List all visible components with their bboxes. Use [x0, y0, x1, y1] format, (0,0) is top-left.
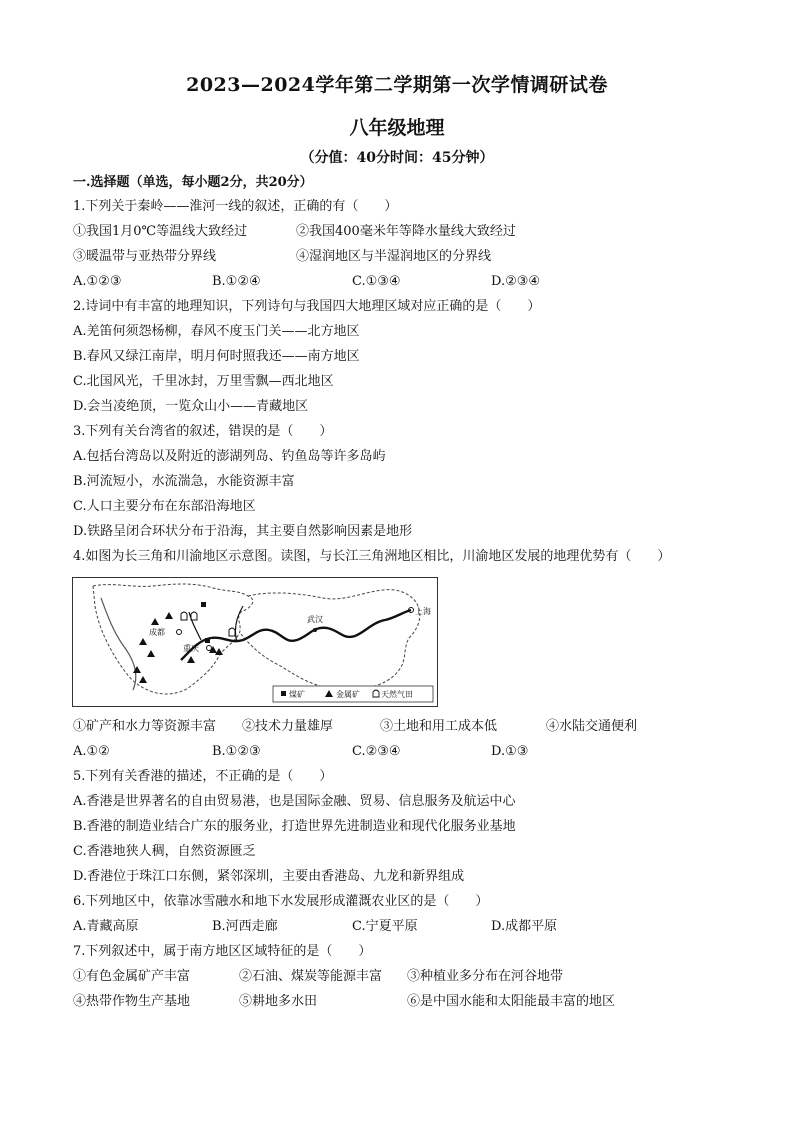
- q6-option-d: D.成都平原: [491, 919, 558, 934]
- question-2-stem: 2.诗词中有丰富的地理知识，下列诗句与我国四大地理区域对应正确的是（ ）: [73, 299, 541, 314]
- map-drawing: [73, 578, 437, 706]
- gas-field-symbol: [229, 628, 235, 636]
- wuhan-marker: [313, 628, 317, 632]
- metal-mine-symbol: [209, 646, 217, 653]
- q2-option-d: D.会当凌绝顶，一览众山小——青藏地区: [73, 399, 309, 414]
- q1-option-a: A.①②③: [73, 274, 122, 289]
- metal-mine-symbol: [151, 618, 159, 625]
- q3-option-c: C.人口主要分布在东部沿海地区: [73, 499, 256, 514]
- q4-option-c: C.②③④: [352, 744, 401, 759]
- q4-item-1: ①矿产和水力等资源丰富: [73, 719, 217, 734]
- q7-item-1: ①有色金属矿产丰富: [73, 969, 191, 984]
- q5-option-c: C.香港地狭人稠，自然资源匮乏: [73, 844, 256, 859]
- q6-option-c: C.宁夏平原: [352, 919, 418, 934]
- q4-item-4: ④水陆交通便利: [546, 719, 638, 734]
- q7-item-5: ⑤耕地多水田: [239, 994, 318, 1009]
- map-label-wuhan: 武汉: [307, 615, 323, 624]
- metal-mine-symbol: [139, 676, 147, 683]
- q1-option-c: C.①③④: [352, 274, 401, 289]
- q1-option-d: D.②③④: [491, 274, 541, 289]
- q5-option-d: D.香港位于珠江口东侧，紧邻深圳，主要由香港岛、九龙和新界组成: [73, 869, 465, 884]
- gas-field-symbol: [181, 612, 187, 620]
- metal-mine-symbol: [187, 656, 195, 663]
- q7-item-4: ④热带作物生产基地: [73, 994, 191, 1009]
- map-label-chengdu: 成都: [149, 628, 165, 637]
- q4-option-a: A.①②: [73, 744, 110, 759]
- exam-title: 2023—2024学年第二学期第一次学情调研试卷: [186, 74, 608, 96]
- q7-item-6: ⑥是中国水能和太阳能最丰富的地区: [407, 994, 616, 1009]
- question-4-stem: 4.如图为长三角和川渝地区示意图。读图，与长江三角洲地区相比，川渝地区发展的地理优势有（ ）: [73, 549, 671, 564]
- q1-item-1: ①我国1月0℃等温线大致经过: [73, 224, 248, 239]
- coal-mine-symbol: [201, 602, 206, 607]
- q1-item-4: ④湿润地区与半湿润地区的分界线: [296, 249, 492, 264]
- question-7-stem: 7.下列叙述中，属于南方地区区域特征的是（ ）: [73, 944, 372, 959]
- q4-option-b: B.①②③: [212, 744, 261, 759]
- question-1-stem: 1.下列关于秦岭——淮河一线的叙述，正确的有（ ）: [73, 199, 398, 214]
- q6-option-a: A.青藏高原: [73, 919, 139, 934]
- q6-option-b: B.河西走廊: [212, 919, 278, 934]
- q2-option-c: C.北国风光，千里冰封，万里雪飘—西北地区: [73, 374, 334, 389]
- q5-option-a: A.香港是世界著名的自由贸易港，也是国际金融、贸易、信息服务及航运中心: [73, 794, 516, 809]
- q5-option-b: B.香港的制造业结合广东的服务业，打造世界先进制造业和现代化服务业基地: [73, 819, 516, 834]
- section-heading: 一.选择题（单选，每小题2分，共20分）: [73, 175, 313, 190]
- q1-item-3: ③暖温带与亚热带分界线: [73, 249, 217, 264]
- tributary: [235, 606, 243, 642]
- exam-subject: 八年级地理: [349, 117, 445, 139]
- legend-coal-label: 煤矿: [289, 690, 305, 699]
- legend-coal-symbol: [281, 691, 286, 696]
- q4-item-2: ②技术力量雄厚: [242, 719, 334, 734]
- q2-option-b: B.春风又绿江南岸，明月何时照我还——南方地区: [73, 349, 360, 364]
- legend-metal-label: 金属矿: [336, 690, 360, 699]
- question-3-stem: 3.下列有关台湾省的叙述，错误的是（ ）: [73, 424, 333, 439]
- region-map: [72, 577, 438, 707]
- q4-item-3: ③土地和用工成本低: [380, 719, 498, 734]
- east-region-outline: [241, 590, 420, 691]
- metal-mine-symbol: [147, 650, 155, 657]
- q3-option-b: B.河流短小，水流湍急，水能资源丰富: [73, 474, 295, 489]
- q3-option-d: D.铁路呈闭合环状分布于沿海，其主要自然影响因素是地形: [73, 524, 413, 539]
- metal-mine-symbol: [139, 638, 147, 645]
- chengdu-marker: [177, 630, 182, 635]
- coal-mine-symbol: [205, 638, 210, 643]
- q1-option-b: B.①②④: [212, 274, 261, 289]
- region-boundary: [101, 598, 136, 690]
- q4-option-d: D.①③: [491, 744, 529, 759]
- q3-option-a: A.包括台湾岛以及附近的澎湖列岛、钓鱼岛等许多岛屿: [73, 449, 386, 464]
- q2-option-a: A.羌笛何须怨杨柳，春风不度玉门关——北方地区: [73, 324, 360, 339]
- legend-gas-label: 天然气田: [381, 690, 413, 699]
- question-6-stem: 6.下列地区中，依靠冰雪融水和地下水发展形成灌溉农业区的是（ ）: [73, 894, 489, 909]
- metal-mine-symbol: [215, 648, 223, 655]
- map-label-chongqing: 重庆: [183, 644, 199, 653]
- question-5-stem: 5.下列有关香港的描述，不正确的是（ ）: [73, 769, 333, 784]
- q7-item-2: ②石油、煤炭等能源丰富: [239, 969, 383, 984]
- exam-score-time: （分值：40分时间：45分钟）: [300, 150, 494, 166]
- map-label-shanghai: 上海: [415, 607, 431, 616]
- q1-item-2: ②我国400毫米年等降水量线大致经过: [296, 224, 516, 239]
- q7-item-3: ③种植业多分布在河谷地带: [407, 969, 564, 984]
- metal-mine-symbol: [165, 612, 173, 619]
- chongqing-marker: [207, 646, 212, 651]
